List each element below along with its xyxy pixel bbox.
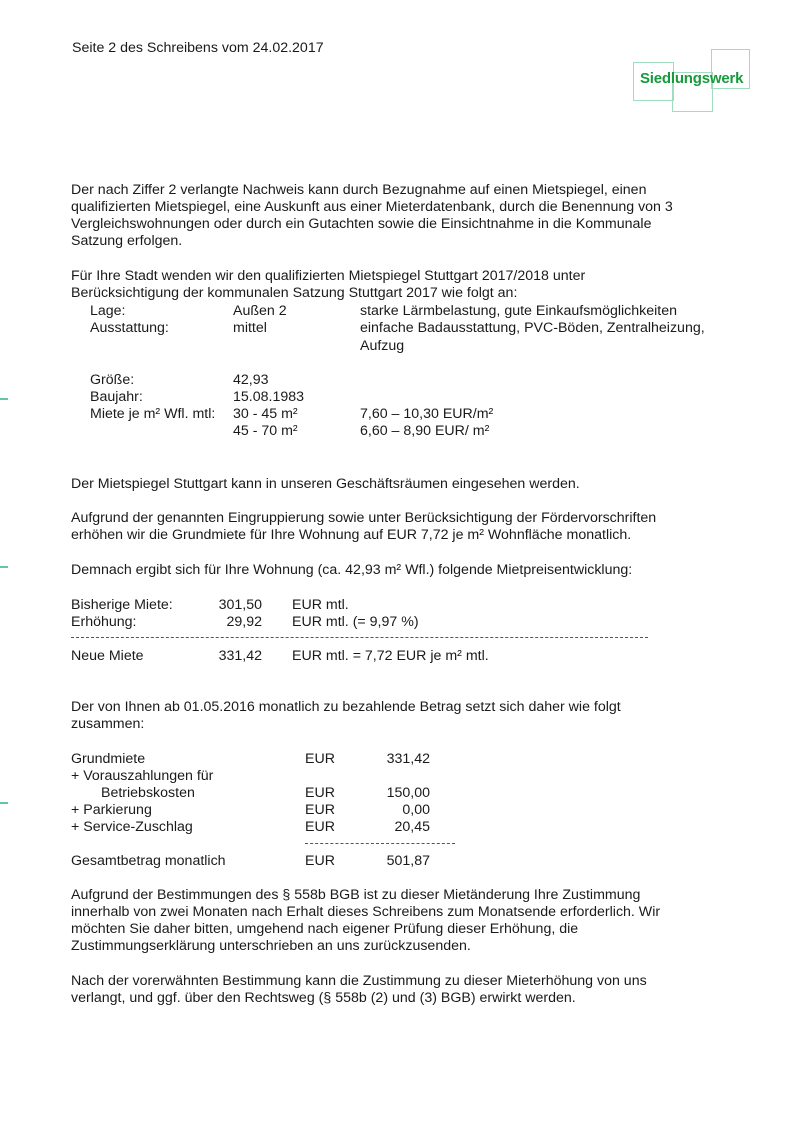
lage-label: Lage: (90, 303, 126, 319)
sum-dashed-separator (305, 843, 455, 844)
erhoehung-amount: 29,92 (226, 614, 262, 630)
text-line: verlangt, und ggf. über den Rechtsweg (§ 558b (2) und (3) BGB) erwirkt werden. (71, 990, 576, 1006)
text-line: Satzung erfolgen. (71, 233, 183, 249)
ausstattung-label: Ausstattung: (90, 320, 169, 336)
betrag-row-label: + Service-Zuschlag (71, 819, 193, 835)
betrag-row-label: Betriebskosten (101, 785, 195, 801)
einsicht-text: Der Mietspiegel Stuttgart kann in unseren Geschäftsräumen eingesehen werden. (71, 476, 580, 492)
betrag-row-amount: 331,42 (386, 751, 430, 767)
rechtsweg-paragraph (71, 973, 761, 1007)
miete-range: 45 - 70 m² (233, 423, 298, 439)
betrag-row-label: + Parkierung (71, 802, 152, 818)
total-label: Gesamtbetrag monatlich (71, 853, 226, 869)
text-line: Aufgrund der Bestimmungen des § 558b BGB ist zu dieser Mietänderung Ihre Zustimmung (71, 887, 641, 903)
ausstattung-note: einfache Badausstattung, PVC-Böden, Zentralheizung, (360, 320, 705, 336)
fold-mark-bottom (0, 802, 8, 804)
groesse-label: Größe: (90, 372, 135, 388)
lage-value: Außen 2 (233, 303, 287, 319)
betrag-row-amount: 20,45 (394, 819, 430, 835)
groesse-value: 42,93 (233, 372, 269, 388)
text-line: Vergleichswohnungen oder durch ein Gutachten sowie die Einsichtnahme in die Kommunale (71, 216, 652, 232)
page-reference: Seite 2 des Schreibens vom 24.02.2017 (72, 40, 324, 56)
entwicklung-intro: Demnach ergibt sich für Ihre Wohnung (ca. 42,93 m² Wfl.) folgende Mietpreisentwicklung: (71, 562, 633, 578)
zustimmung-paragraph (71, 887, 761, 955)
betrag-row-label: Grundmiete (71, 751, 146, 767)
baujahr-value: 15.08.1983 (233, 389, 305, 405)
neue-miete-unit: EUR mtl. = 7,72 EUR je m² mtl. (292, 648, 489, 664)
betrag-intro (71, 699, 761, 733)
text-line: qualifizierten Mietspiegel, eine Auskunft aus einer Mieterdatenbank, durch die Benennung von 3 (71, 199, 673, 215)
betrag-row-currency: EUR (305, 802, 335, 818)
bisherige-amount: 301,50 (218, 597, 262, 613)
betrag-row-currency: EUR (305, 751, 335, 767)
text-line: Aufgrund der genannten Eingruppierung sowie unter Berücksichtigung der Fördervorschriften (71, 510, 657, 526)
text-line: erhöhen wir die Grundmiete für Ihre Wohnung auf EUR 7,72 je m² Wohnfläche monatlich. (71, 527, 632, 543)
fold-mark-middle (0, 566, 8, 568)
miete-price: 6,60 – 8,90 EUR/ m² (360, 423, 490, 439)
fold-mark-top (0, 398, 8, 400)
text-line: Für Ihre Stadt wenden wir den qualifizierten Mietspiegel Stuttgart 2017/2018 unter (71, 268, 586, 284)
text-line: möchten Sie daher bitten, umgehend nach eigener Prüfung dieser Erhöhung, die (71, 921, 579, 937)
text-line: Zustimmungserklärung unterschrieben an uns zurückzusenden. (71, 938, 471, 954)
ausstattung-note: Aufzug (360, 338, 405, 354)
text-line: Der von Ihnen ab 01.05.2016 monatlich zu bezahlende Betrag setzt sich daher wie folgt (71, 699, 621, 715)
text-line: innerhalb von zwei Monaten nach Erhalt dieses Schreibens zum Monatsende erforderlich. Wir (71, 904, 661, 920)
text-line: Nach der vorerwähnten Bestimmung kann die Zustimmung zu dieser Mieterhöhung von uns (71, 973, 647, 989)
bisherige-label: Bisherige Miete: (71, 597, 173, 613)
intro-paragraph (71, 182, 761, 250)
erhoehung-label: Erhöhung: (71, 614, 137, 630)
mietspiegel-intro (71, 268, 761, 302)
erhoehung-paragraph (71, 510, 761, 544)
neue-miete-amount: 331,42 (218, 648, 262, 664)
total-amount: 501,87 (386, 853, 430, 869)
neue-miete-label: Neue Miete (71, 648, 144, 664)
miete-label: Miete je m² Wfl. mtl: (90, 406, 216, 422)
betrag-row-amount: 0,00 (402, 802, 430, 818)
betrag-row-currency: EUR (305, 785, 335, 801)
total-currency: EUR (305, 853, 335, 869)
lage-note: starke Lärmbelastung, gute Einkaufsmöglichkeiten (360, 303, 678, 319)
text-line: Berücksichtigung der kommunalen Satzung Stuttgart 2017 wie folgt an: (71, 285, 518, 301)
miete-range: 30 - 45 m² (233, 406, 298, 422)
baujahr-label: Baujahr: (90, 389, 143, 405)
logo-text: Siedlungswerk (640, 70, 744, 87)
betrag-row-label: + Vorauszahlungen für (71, 768, 214, 784)
ausstattung-value: mittel (233, 320, 267, 336)
betrag-row-amount: 150,00 (386, 785, 430, 801)
erhoehung-unit: EUR mtl. (= 9,97 %) (292, 614, 419, 630)
bisherige-unit: EUR mtl. (292, 597, 349, 613)
dashed-separator (71, 637, 648, 638)
text-line: Der nach Ziffer 2 verlangte Nachweis kann durch Bezugnahme auf einen Mietspiegel, einen (71, 182, 647, 198)
betrag-row-currency: EUR (305, 819, 335, 835)
miete-price: 7,60 – 10,30 EUR/m² (360, 406, 494, 422)
text-line: zusammen: (71, 716, 145, 732)
